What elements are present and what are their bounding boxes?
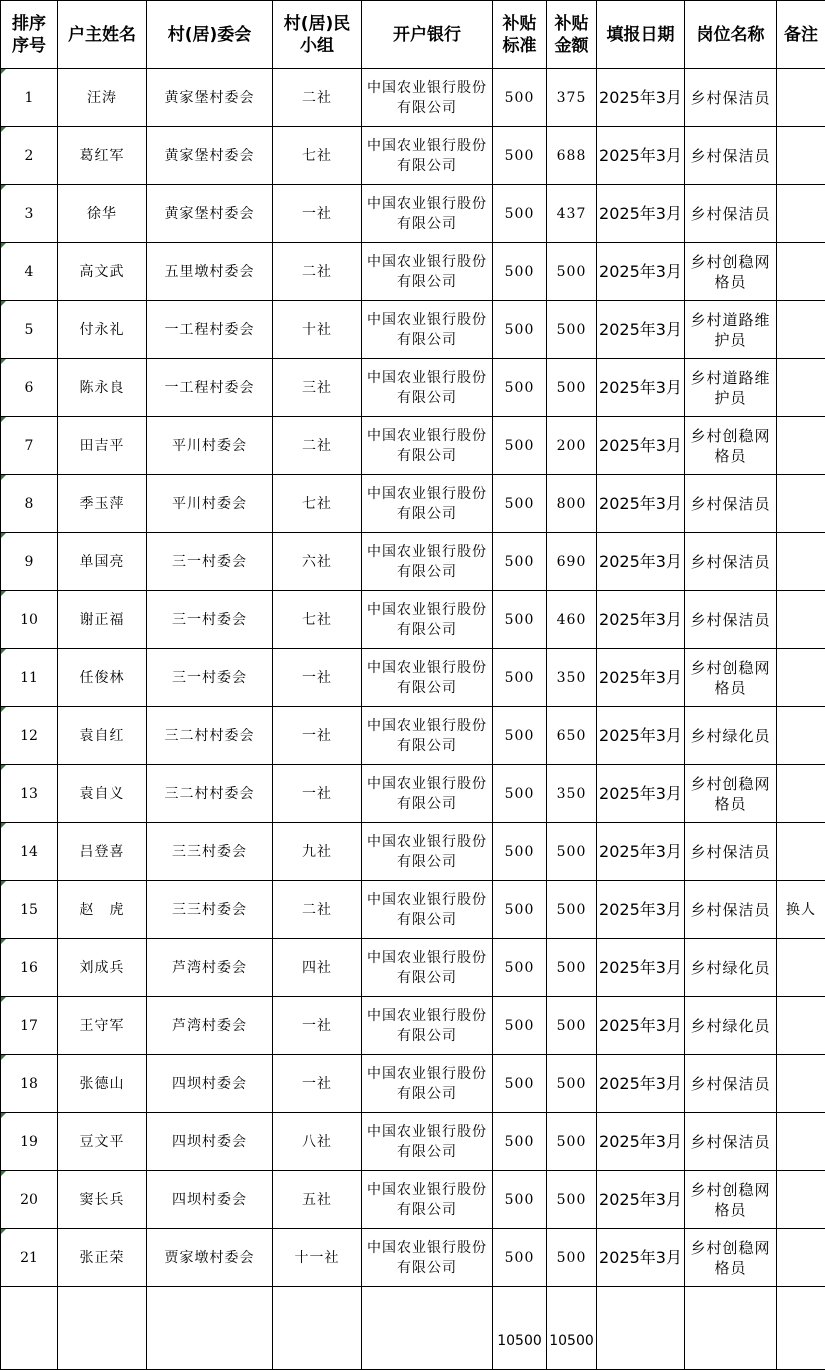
- cell-date: 2025年3月: [597, 69, 685, 127]
- cell-seq: 20: [1, 1171, 58, 1229]
- cell-committee: 黄家堡村委会: [147, 69, 273, 127]
- cell-standard: 500: [493, 1229, 547, 1287]
- cell-group: 六社: [273, 533, 362, 591]
- cell-group: 七社: [273, 591, 362, 649]
- cell-group: 一社: [273, 997, 362, 1055]
- cell-seq: 2: [1, 127, 58, 185]
- cell-date: 2025年3月: [597, 881, 685, 939]
- cell-date: 2025年3月: [597, 649, 685, 707]
- cell-group: 一社: [273, 1055, 362, 1113]
- cell-note: [777, 591, 825, 649]
- table-row: [1, 359, 825, 417]
- cell-name: 高文武: [58, 243, 147, 301]
- table-row: [1, 649, 825, 707]
- cell-name: 王守军: [58, 997, 147, 1055]
- cell-committee: 三二村村委会: [147, 707, 273, 765]
- table-row: [1, 243, 825, 301]
- cell-note: [777, 765, 825, 823]
- cell-date: 2025年3月: [597, 301, 685, 359]
- cell-standard: 500: [493, 1171, 547, 1229]
- cell-group: 九社: [273, 823, 362, 881]
- header-committee: 村(居)委会: [147, 1, 273, 69]
- cell-group: 五社: [273, 1171, 362, 1229]
- cell-post: 乡村保洁员: [685, 591, 777, 649]
- cell-name: 刘成兵: [58, 939, 147, 997]
- cell-seq: 18: [1, 1055, 58, 1113]
- cell-amount: 500: [547, 823, 597, 881]
- cell-amount: 650: [547, 707, 597, 765]
- cell-post: 乡村保洁员: [685, 1113, 777, 1171]
- cell-name: 付永礼: [58, 301, 147, 359]
- cell-date: 2025年3月: [597, 765, 685, 823]
- cell-standard: 500: [493, 243, 547, 301]
- table-row: [1, 823, 825, 881]
- cell-group: 一社: [273, 707, 362, 765]
- cell-date: 2025年3月: [597, 533, 685, 591]
- cell-note: [777, 939, 825, 997]
- cell-bank: 中国农业银行股份有限公司: [362, 939, 493, 997]
- cell-committee: 三二村村委会: [147, 765, 273, 823]
- cell-note: [777, 649, 825, 707]
- table-row: [1, 185, 825, 243]
- cell-standard: 500: [493, 301, 547, 359]
- cell-post: 乡村绿化员: [685, 939, 777, 997]
- cell-name: 葛红军: [58, 127, 147, 185]
- cell-amount: 460: [547, 591, 597, 649]
- cell-name: 陈永良: [58, 359, 147, 417]
- cell-note: [777, 997, 825, 1055]
- cell-committee: 芦湾村委会: [147, 997, 273, 1055]
- cell-post: 乡村保洁员: [685, 1055, 777, 1113]
- total-empty-cell: [1, 1287, 58, 1370]
- cell-seq: 3: [1, 185, 58, 243]
- total-amount: 10500: [547, 1287, 597, 1370]
- cell-group: 四社: [273, 939, 362, 997]
- cell-post: 乡村保洁员: [685, 185, 777, 243]
- cell-name: 谢正福: [58, 591, 147, 649]
- cell-name: 吕登喜: [58, 823, 147, 881]
- cell-standard: 500: [493, 359, 547, 417]
- cell-committee: 四坝村委会: [147, 1055, 273, 1113]
- cell-date: 2025年3月: [597, 939, 685, 997]
- totals-row: [1, 1287, 825, 1370]
- cell-seq: 9: [1, 533, 58, 591]
- cell-post: 乡村创稳网格员: [685, 649, 777, 707]
- cell-name: 徐华: [58, 185, 147, 243]
- cell-group: 二社: [273, 243, 362, 301]
- table-row: [1, 1113, 825, 1171]
- cell-note: [777, 707, 825, 765]
- cell-note: [777, 823, 825, 881]
- cell-group: 八社: [273, 1113, 362, 1171]
- cell-committee: 四坝村委会: [147, 1113, 273, 1171]
- cell-note: [777, 1113, 825, 1171]
- cell-amount: 500: [547, 1171, 597, 1229]
- table-row: [1, 127, 825, 185]
- cell-date: 2025年3月: [597, 1229, 685, 1287]
- cell-bank: 中国农业银行股份有限公司: [362, 823, 493, 881]
- cell-bank: 中国农业银行股份有限公司: [362, 301, 493, 359]
- cell-note: [777, 243, 825, 301]
- table-row: [1, 1055, 825, 1113]
- table-row: [1, 765, 825, 823]
- cell-amount: 437: [547, 185, 597, 243]
- cell-post: 乡村保洁员: [685, 823, 777, 881]
- header-seq: 排序序号: [1, 1, 58, 69]
- cell-committee: 五里墩村委会: [147, 243, 273, 301]
- cell-seq: 19: [1, 1113, 58, 1171]
- cell-amount: 500: [547, 359, 597, 417]
- cell-bank: 中国农业银行股份有限公司: [362, 1113, 493, 1171]
- cell-amount: 500: [547, 997, 597, 1055]
- cell-post: 乡村创稳网格员: [685, 765, 777, 823]
- cell-note: [777, 1229, 825, 1287]
- cell-standard: 500: [493, 823, 547, 881]
- total-empty-cell: [362, 1287, 493, 1370]
- cell-seq: 16: [1, 939, 58, 997]
- cell-date: 2025年3月: [597, 475, 685, 533]
- cell-standard: 500: [493, 69, 547, 127]
- table-row: [1, 533, 825, 591]
- cell-date: 2025年3月: [597, 1055, 685, 1113]
- cell-committee: 黄家堡村委会: [147, 127, 273, 185]
- header-group: 村(居)民小组: [273, 1, 362, 69]
- cell-post: 乡村道路维护员: [685, 359, 777, 417]
- cell-post: 乡村道路维护员: [685, 301, 777, 359]
- cell-committee: 一工程村委会: [147, 359, 273, 417]
- cell-amount: 500: [547, 1055, 597, 1113]
- cell-seq: 7: [1, 417, 58, 475]
- total-empty-cell: [685, 1287, 777, 1370]
- cell-date: 2025年3月: [597, 997, 685, 1055]
- cell-bank: 中国农业银行股份有限公司: [362, 127, 493, 185]
- cell-post: 乡村绿化员: [685, 707, 777, 765]
- cell-committee: 黄家堡村委会: [147, 185, 273, 243]
- cell-standard: 500: [493, 649, 547, 707]
- cell-bank: 中国农业银行股份有限公司: [362, 707, 493, 765]
- cell-seq: 4: [1, 243, 58, 301]
- table-row: [1, 881, 825, 939]
- cell-standard: 500: [493, 707, 547, 765]
- cell-committee: 平川村委会: [147, 475, 273, 533]
- cell-name: 任俊林: [58, 649, 147, 707]
- cell-note: [777, 127, 825, 185]
- cell-committee: 一工程村委会: [147, 301, 273, 359]
- cell-standard: 500: [493, 765, 547, 823]
- cell-name: 张德山: [58, 1055, 147, 1113]
- header-note: 备注: [777, 1, 825, 69]
- cell-name: 袁自义: [58, 765, 147, 823]
- cell-bank: 中国农业银行股份有限公司: [362, 1055, 493, 1113]
- cell-date: 2025年3月: [597, 823, 685, 881]
- cell-amount: 688: [547, 127, 597, 185]
- cell-name: 豆文平: [58, 1113, 147, 1171]
- cell-seq: 11: [1, 649, 58, 707]
- cell-post: 乡村绿化员: [685, 997, 777, 1055]
- cell-post: 乡村创稳网格员: [685, 417, 777, 475]
- cell-date: 2025年3月: [597, 243, 685, 301]
- cell-committee: 贾家墩村委会: [147, 1229, 273, 1287]
- cell-committee: 芦湾村委会: [147, 939, 273, 997]
- table-row: [1, 301, 825, 359]
- cell-amount: 500: [547, 1113, 597, 1171]
- cell-name: 袁自红: [58, 707, 147, 765]
- cell-group: 一社: [273, 765, 362, 823]
- cell-post: 乡村保洁员: [685, 475, 777, 533]
- cell-date: 2025年3月: [597, 359, 685, 417]
- cell-post: 乡村保洁员: [685, 69, 777, 127]
- total-empty-cell: [147, 1287, 273, 1370]
- cell-bank: 中国农业银行股份有限公司: [362, 1229, 493, 1287]
- cell-note: [777, 69, 825, 127]
- cell-note: [777, 1055, 825, 1113]
- cell-committee: 三一村委会: [147, 649, 273, 707]
- table-body: [1, 69, 825, 1370]
- cell-date: 2025年3月: [597, 1113, 685, 1171]
- cell-note: [777, 1171, 825, 1229]
- cell-seq: 6: [1, 359, 58, 417]
- cell-date: 2025年3月: [597, 417, 685, 475]
- header-standard: 补贴标准: [493, 1, 547, 69]
- cell-standard: 500: [493, 475, 547, 533]
- header-name: 户主姓名: [58, 1, 147, 69]
- cell-amount: 500: [547, 939, 597, 997]
- cell-amount: 375: [547, 69, 597, 127]
- cell-amount: 200: [547, 417, 597, 475]
- cell-amount: 500: [547, 243, 597, 301]
- cell-seq: 17: [1, 997, 58, 1055]
- total-standard: 10500: [493, 1287, 547, 1370]
- cell-group: 一社: [273, 185, 362, 243]
- cell-amount: 500: [547, 881, 597, 939]
- cell-group: 二社: [273, 69, 362, 127]
- cell-note: [777, 417, 825, 475]
- cell-note: [777, 475, 825, 533]
- cell-post: 乡村创稳网格员: [685, 1229, 777, 1287]
- cell-group: 七社: [273, 475, 362, 533]
- cell-note: [777, 185, 825, 243]
- table-row: [1, 591, 825, 649]
- cell-amount: 500: [547, 301, 597, 359]
- cell-bank: 中国农业银行股份有限公司: [362, 591, 493, 649]
- cell-seq: 1: [1, 69, 58, 127]
- cell-post: 乡村保洁员: [685, 533, 777, 591]
- cell-post: 乡村保洁员: [685, 127, 777, 185]
- header-bank: 开户银行: [362, 1, 493, 69]
- header-row: [1, 1, 825, 69]
- cell-group: 一社: [273, 649, 362, 707]
- cell-bank: 中国农业银行股份有限公司: [362, 359, 493, 417]
- cell-bank: 中国农业银行股份有限公司: [362, 997, 493, 1055]
- cell-seq: 8: [1, 475, 58, 533]
- table-row: [1, 997, 825, 1055]
- table-row: [1, 475, 825, 533]
- cell-post: 乡村创稳网格员: [685, 1171, 777, 1229]
- cell-group: 十一社: [273, 1229, 362, 1287]
- cell-seq: 13: [1, 765, 58, 823]
- cell-amount: 690: [547, 533, 597, 591]
- cell-name: 汪涛: [58, 69, 147, 127]
- cell-seq: 15: [1, 881, 58, 939]
- cell-seq: 12: [1, 707, 58, 765]
- cell-post: 乡村保洁员: [685, 881, 777, 939]
- total-empty-cell: [597, 1287, 685, 1370]
- header-post: 岗位名称: [685, 1, 777, 69]
- cell-group: 七社: [273, 127, 362, 185]
- cell-committee: 三三村委会: [147, 881, 273, 939]
- cell-committee: 三一村委会: [147, 591, 273, 649]
- cell-bank: 中国农业银行股份有限公司: [362, 765, 493, 823]
- cell-note: [777, 359, 825, 417]
- cell-bank: 中国农业银行股份有限公司: [362, 243, 493, 301]
- cell-group: 二社: [273, 417, 362, 475]
- cell-date: 2025年3月: [597, 707, 685, 765]
- table-row: [1, 1171, 825, 1229]
- cell-bank: 中国农业银行股份有限公司: [362, 69, 493, 127]
- cell-standard: 500: [493, 1113, 547, 1171]
- header-amount: 补贴金额: [547, 1, 597, 69]
- cell-group: 十社: [273, 301, 362, 359]
- cell-bank: 中国农业银行股份有限公司: [362, 649, 493, 707]
- cell-bank: 中国农业银行股份有限公司: [362, 533, 493, 591]
- table-row: [1, 939, 825, 997]
- cell-name: 赵 虎: [58, 881, 147, 939]
- cell-bank: 中国农业银行股份有限公司: [362, 475, 493, 533]
- cell-amount: 800: [547, 475, 597, 533]
- cell-name: 窦长兵: [58, 1171, 147, 1229]
- cell-standard: 500: [493, 881, 547, 939]
- cell-name: 张正荣: [58, 1229, 147, 1287]
- cell-committee: 平川村委会: [147, 417, 273, 475]
- table-row: [1, 69, 825, 127]
- cell-standard: 500: [493, 417, 547, 475]
- cell-date: 2025年3月: [597, 127, 685, 185]
- cell-bank: 中国农业银行股份有限公司: [362, 417, 493, 475]
- cell-bank: 中国农业银行股份有限公司: [362, 881, 493, 939]
- cell-seq: 14: [1, 823, 58, 881]
- cell-group: 三社: [273, 359, 362, 417]
- cell-date: 2025年3月: [597, 591, 685, 649]
- cell-name: 田吉平: [58, 417, 147, 475]
- cell-post: 乡村创稳网格员: [685, 243, 777, 301]
- cell-bank: 中国农业银行股份有限公司: [362, 1171, 493, 1229]
- table-row: [1, 707, 825, 765]
- cell-amount: 350: [547, 765, 597, 823]
- cell-standard: 500: [493, 939, 547, 997]
- cell-committee: 三一村委会: [147, 533, 273, 591]
- cell-note: 换人: [777, 881, 825, 939]
- total-empty-cell: [777, 1287, 825, 1370]
- cell-date: 2025年3月: [597, 1171, 685, 1229]
- total-empty-cell: [273, 1287, 362, 1370]
- cell-group: 二社: [273, 881, 362, 939]
- cell-note: [777, 533, 825, 591]
- cell-standard: 500: [493, 1055, 547, 1113]
- cell-standard: 500: [493, 997, 547, 1055]
- header-date: 填报日期: [597, 1, 685, 69]
- cell-date: 2025年3月: [597, 185, 685, 243]
- cell-seq: 5: [1, 301, 58, 359]
- cell-amount: 350: [547, 649, 597, 707]
- cell-name: 单国亮: [58, 533, 147, 591]
- cell-bank: 中国农业银行股份有限公司: [362, 185, 493, 243]
- cell-standard: 500: [493, 591, 547, 649]
- table-row: [1, 1229, 825, 1287]
- cell-seq: 10: [1, 591, 58, 649]
- cell-committee: 三三村委会: [147, 823, 273, 881]
- cell-standard: 500: [493, 185, 547, 243]
- cell-note: [777, 301, 825, 359]
- cell-standard: 500: [493, 127, 547, 185]
- cell-name: 季玉萍: [58, 475, 147, 533]
- cell-committee: 四坝村委会: [147, 1171, 273, 1229]
- total-empty-cell: [58, 1287, 147, 1370]
- cell-seq: 21: [1, 1229, 58, 1287]
- cell-standard: 500: [493, 533, 547, 591]
- table-row: [1, 417, 825, 475]
- cell-amount: 500: [547, 1229, 597, 1287]
